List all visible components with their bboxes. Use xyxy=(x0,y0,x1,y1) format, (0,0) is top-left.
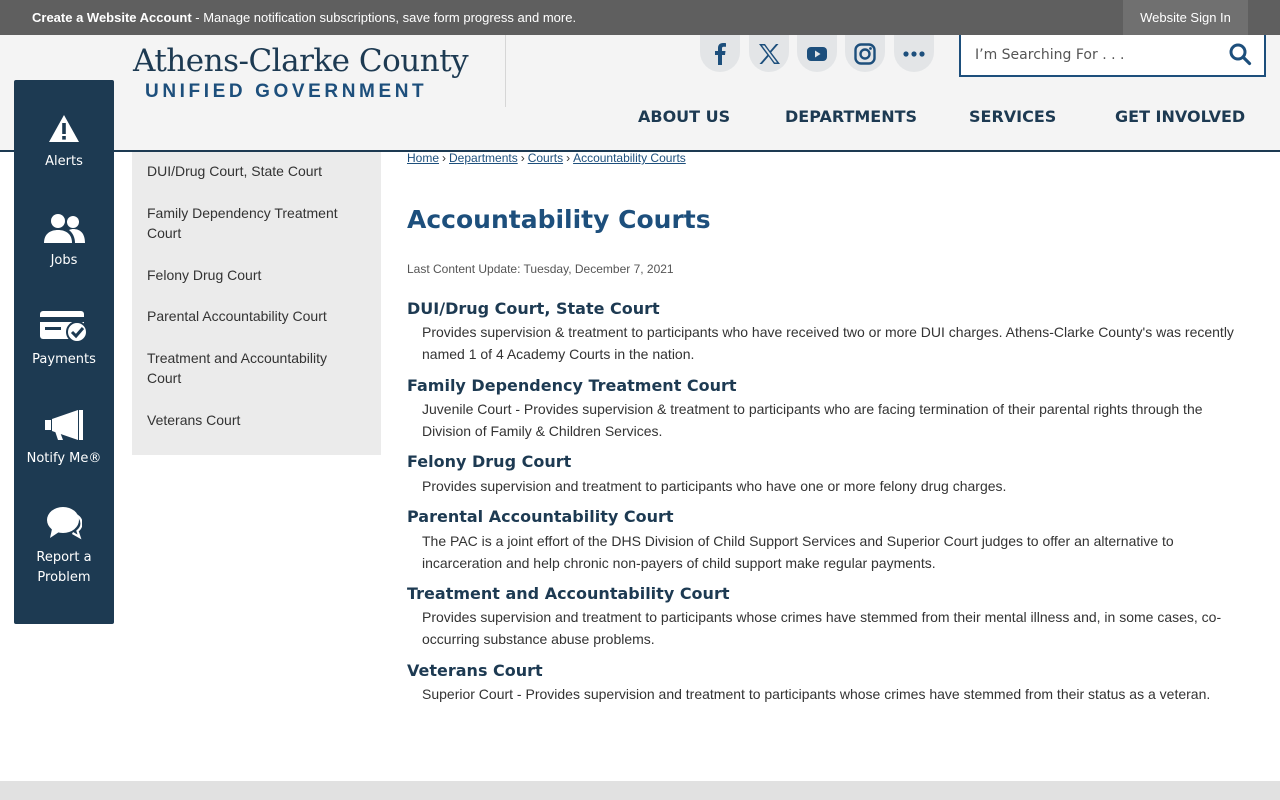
section-body: Superior Court - Provides supervision and treatment to participants whose crimes have stemmed from their status as a veteran. xyxy=(422,686,1211,702)
section-title: Veterans Court xyxy=(407,661,543,680)
people-icon xyxy=(42,199,86,243)
notification-bar xyxy=(0,0,1280,35)
notification-message xyxy=(32,10,576,25)
logo-line-2: UNIFIED GOVERNMENT xyxy=(145,81,428,102)
breadcrumb-home[interactable]: Home xyxy=(407,151,440,165)
site-logo[interactable] xyxy=(133,43,473,109)
quick-link-label: Jobs xyxy=(50,253,78,268)
breadcrumb-departments[interactable]: Departments xyxy=(449,151,518,165)
quick-link-report-problem[interactable] xyxy=(14,496,114,606)
section-title: Family Dependency Treatment Court xyxy=(407,376,737,395)
header-divider xyxy=(505,35,506,107)
section-body: The PAC is a joint effort of the DHS Division of Child Support Services and Superior Court judges to offer an alternative to incarceration and help chronic non-payers of child support make regular payments. xyxy=(422,533,1174,571)
last-updated: Last Content Update: Tuesday, December 7, 2021 xyxy=(407,262,674,276)
quick-link-label: Alerts xyxy=(45,154,83,169)
website-sign-in-button[interactable]: Website Sign In xyxy=(1123,0,1248,35)
section-body: Juvenile Court - Provides supervision & treatment to participants who are facing termination of their parental rights through the Division of Family & Children Services. xyxy=(422,401,1203,439)
breadcrumb-current[interactable]: Accountability Courts xyxy=(573,151,686,165)
facebook-icon[interactable] xyxy=(700,35,740,72)
nav-get-involved[interactable]: GET INVOLVED xyxy=(1115,107,1246,126)
breadcrumb xyxy=(407,151,686,165)
quick-link-notify-me[interactable] xyxy=(14,397,114,491)
footer-band xyxy=(0,781,1280,800)
subnav-item[interactable]: Parental Accountability Court xyxy=(147,308,327,324)
subnav-item[interactable]: Felony Drug Court xyxy=(147,267,262,283)
search-input[interactable] xyxy=(975,44,1215,66)
payment-card-icon xyxy=(39,298,89,342)
quick-link-alerts[interactable] xyxy=(14,100,114,194)
quick-link-jobs[interactable] xyxy=(14,199,114,293)
subnav-item[interactable]: Family Dependency Treatment Court xyxy=(147,205,338,241)
section-subnav xyxy=(132,152,381,455)
section-body: Provides supervision and treatment to participants who have one or more felony drug charges. xyxy=(422,478,1007,494)
search-icon[interactable] xyxy=(1228,42,1252,66)
quick-link-payments[interactable] xyxy=(14,298,114,392)
quick-link-label: Report a Problem xyxy=(36,550,92,585)
quick-link-label: Notify Me® xyxy=(26,451,102,466)
subnav-item[interactable]: Veterans Court xyxy=(147,412,241,428)
section-title: Parental Accountability Court xyxy=(407,507,674,526)
section-body: Provides supervision and treatment to participants whose crimes have stemmed from their mental illness and, in some cases, co-occurring substance abuse problems. xyxy=(422,609,1222,647)
logo-line-1: Athens-Clarke County xyxy=(133,43,469,79)
section-body: Provides supervision & treatment to participants who have received two or more DUI charges. Athens-Clarke County's was recently named 1 of 4 Academy Courts in the nation. xyxy=(422,324,1234,362)
youtube-icon[interactable] xyxy=(797,35,837,72)
quick-link-label: Payments xyxy=(32,352,96,367)
nav-services[interactable]: SERVICES xyxy=(969,107,1057,126)
breadcrumb-separator: › xyxy=(520,151,525,165)
subnav-item[interactable]: DUI/Drug Court, State Court xyxy=(147,163,323,179)
x-icon[interactable] xyxy=(749,35,789,72)
chat-bubbles-icon xyxy=(46,496,82,540)
site-search xyxy=(959,35,1266,77)
breadcrumb-separator: › xyxy=(442,151,447,165)
instagram-icon[interactable] xyxy=(845,35,885,72)
site-header xyxy=(0,35,1280,152)
notification-text: - Manage notification subscriptions, save form progress and more. xyxy=(191,10,577,25)
section-title: Felony Drug Court xyxy=(407,452,572,471)
megaphone-icon xyxy=(44,397,84,441)
more-icon[interactable] xyxy=(894,35,934,72)
breadcrumb-separator: › xyxy=(566,151,571,165)
breadcrumb-courts[interactable]: Courts xyxy=(527,151,564,165)
section-title: DUI/Drug Court, State Court xyxy=(407,299,660,318)
alert-triangle-icon xyxy=(48,100,80,144)
subnav-item[interactable]: Treatment and Accountability Court xyxy=(147,350,328,386)
section-title: Treatment and Accountability Court xyxy=(407,584,730,603)
page-title: Accountability Courts xyxy=(407,205,711,234)
nav-departments[interactable]: DEPARTMENTS xyxy=(785,107,918,126)
create-account-link[interactable]: Create a Website Account xyxy=(32,10,192,25)
quick-links-panel xyxy=(14,80,114,624)
nav-about-us[interactable]: ABOUT US xyxy=(638,107,731,126)
